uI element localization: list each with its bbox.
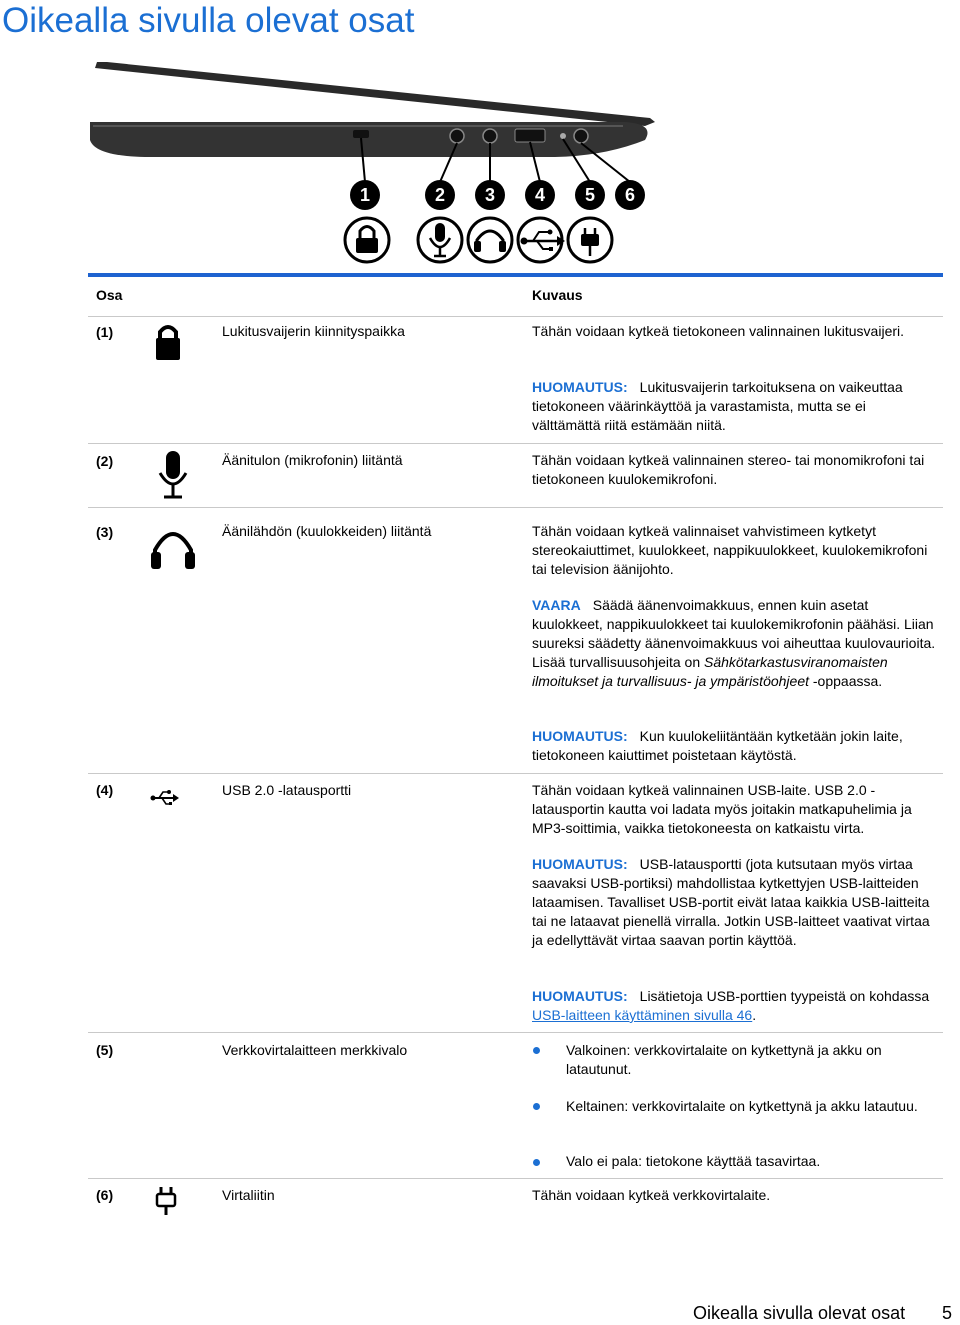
power-light xyxy=(560,133,566,139)
row-name: Lukitusvaijerin kiinnityspaikka xyxy=(222,323,405,339)
row-warning xyxy=(532,596,937,691)
headphone-icon xyxy=(468,218,512,262)
note-text: Lukitusvaijerin tarkoituksena on vaikeuttaa tietokoneen väärinkäyttöä ja varastamista, mutta se ei välttämättä riitä estämään niitä. xyxy=(532,379,903,433)
callout-4: 4 xyxy=(534,185,546,205)
note-label: HUOMAUTUS: xyxy=(532,379,628,395)
row-number: (1) xyxy=(96,324,114,340)
divider xyxy=(88,316,943,317)
row-note xyxy=(532,987,937,1025)
row-name: Virtaliitin xyxy=(222,1187,275,1203)
divider xyxy=(88,443,943,444)
bullet-item: Valo ei pala: tietokone käyttää tasavirtaa. xyxy=(566,1153,821,1169)
note-end: . xyxy=(752,1007,757,1023)
warning-text-end: -oppaassa. xyxy=(812,673,883,689)
row-number: (4) xyxy=(96,782,114,798)
headphone-icon xyxy=(150,526,196,570)
divider xyxy=(88,1032,943,1033)
row-number: (6) xyxy=(96,1187,114,1203)
note-label: HUOMAUTUS: xyxy=(532,988,628,1004)
row-description: Tähän voidaan kytkeä valinnainen stereo- tai monomikrofoni tai tietokoneen kuulokemikrofoni. xyxy=(532,452,925,487)
row-number: (5) xyxy=(96,1042,114,1058)
laptop-lid xyxy=(95,62,655,126)
note-text: Kun kuulokeliitäntään kytketään jokin laite, tietokoneen kaiuttimet poistetaan käytöstä. xyxy=(532,728,903,763)
column-header-part: Osa xyxy=(96,287,123,303)
divider xyxy=(88,507,943,508)
lock-slot xyxy=(353,130,369,138)
row-description: Tähän voidaan kytkeä valinnainen USB-laite. USB 2.0 -latausportin kautta voi ladata myös joitakin matkapuhelimia ja MP3-soittimia, vaikka tietokoneesta on katkaistu virta. xyxy=(532,782,912,836)
row-number: (2) xyxy=(96,453,114,469)
laptop-side-figure xyxy=(85,60,665,280)
row-number: (3) xyxy=(96,524,114,540)
callout-3: 3 xyxy=(484,185,496,205)
bullet-item: Valkoinen: verkkovirtalaite on kytkettynä ja akku on latautunut. xyxy=(566,1042,882,1077)
row-name: Verkkovirtalaitteen merkkivalo xyxy=(222,1042,408,1058)
usb-icon xyxy=(150,789,180,807)
warning-text: Säädä äänenvoimakkuus, ennen kuin asetat kuulokkeet, nappikuulokkeet tai kuulokemikrofonin päähäsi. Liian suureksi säädetty äänenvoimakkuus voi aiheuttaa kuulovaurioita. Lisää turvallisuusohjeita on xyxy=(532,597,936,670)
note-label: HUOMAUTUS: xyxy=(532,728,628,744)
callout-6: 6 xyxy=(624,185,636,205)
row-note xyxy=(532,855,937,950)
bullet-dot xyxy=(533,1047,540,1054)
bullet-item: Keltainen: verkkovirtalaite on kytkettynä ja akku latautuu. xyxy=(566,1098,918,1114)
bullet-dot xyxy=(533,1103,540,1110)
column-header-description: Kuvaus xyxy=(532,287,583,303)
footer-section-title: Oikealla sivulla olevat osat xyxy=(693,1303,906,1323)
callout-5: 5 xyxy=(584,185,596,205)
warning-label: VAARA xyxy=(532,597,581,613)
page-title: Oikealla sivulla olevat osat xyxy=(2,1,415,40)
usb-port xyxy=(515,129,545,142)
callout-1: 1 xyxy=(359,185,371,205)
note-text: USB-latausportti (jota kutsutaan myös virtaa saavaksi USB-portiksi) mahdollistaa kytkettyjen USB-laitteiden lataamisen. Tavalliset USB-portit eivät lataa kaikkia USB-laitteita tai ne lataavat pienellä virralla. Jotkin USB-laitteet vaativat virtaa ja edellyttävät virtaa saavan portin käyttöä. xyxy=(532,856,930,948)
row-note xyxy=(532,727,937,765)
page-number: 5 xyxy=(942,1303,953,1323)
power-connector-icon xyxy=(155,1186,177,1216)
row-note xyxy=(532,378,937,435)
note-label: HUOMAUTUS: xyxy=(532,856,628,872)
bullet-dot xyxy=(533,1159,540,1166)
callout-2: 2 xyxy=(434,185,446,205)
row-name: Äänitulon (mikrofonin) liitäntä xyxy=(222,452,403,468)
mic-jack xyxy=(450,129,464,143)
usb-section-link[interactable]: USB-laitteen käyttäminen sivulla 46 xyxy=(532,1007,753,1023)
table-top-rule xyxy=(88,273,943,277)
lock-icon xyxy=(155,323,181,361)
microphone-icon xyxy=(158,451,188,501)
headphone-jack xyxy=(483,129,497,143)
row-description: Tähän voidaan kytkeä valinnaiset vahvistimeen kytketyt stereokaiuttimet, kuulokkeet, nappikuulokkeet, kuulokemikrofoni tai television äänijohto. xyxy=(532,523,928,577)
warning-guide-title: Sähkötarkastusviranomaisten ilmoitukset ja turvallisuus- ja ympäristöohjeet xyxy=(532,654,888,689)
divider xyxy=(88,1178,943,1179)
row-name: Äänilähdön (kuulokkeiden) liitäntä xyxy=(222,523,432,539)
row-name: USB 2.0 -latausportti xyxy=(222,782,352,798)
divider xyxy=(88,773,943,774)
note-text: Lisätietoja USB-porttien tyypeistä on kohdassa xyxy=(639,988,930,1004)
row-description: Tähän voidaan kytkeä verkkovirtalaite. xyxy=(532,1187,771,1203)
power-jack xyxy=(574,129,588,143)
row-description: Tähän voidaan kytkeä tietokoneen valinnainen lukitusvaijeri. xyxy=(532,323,905,339)
